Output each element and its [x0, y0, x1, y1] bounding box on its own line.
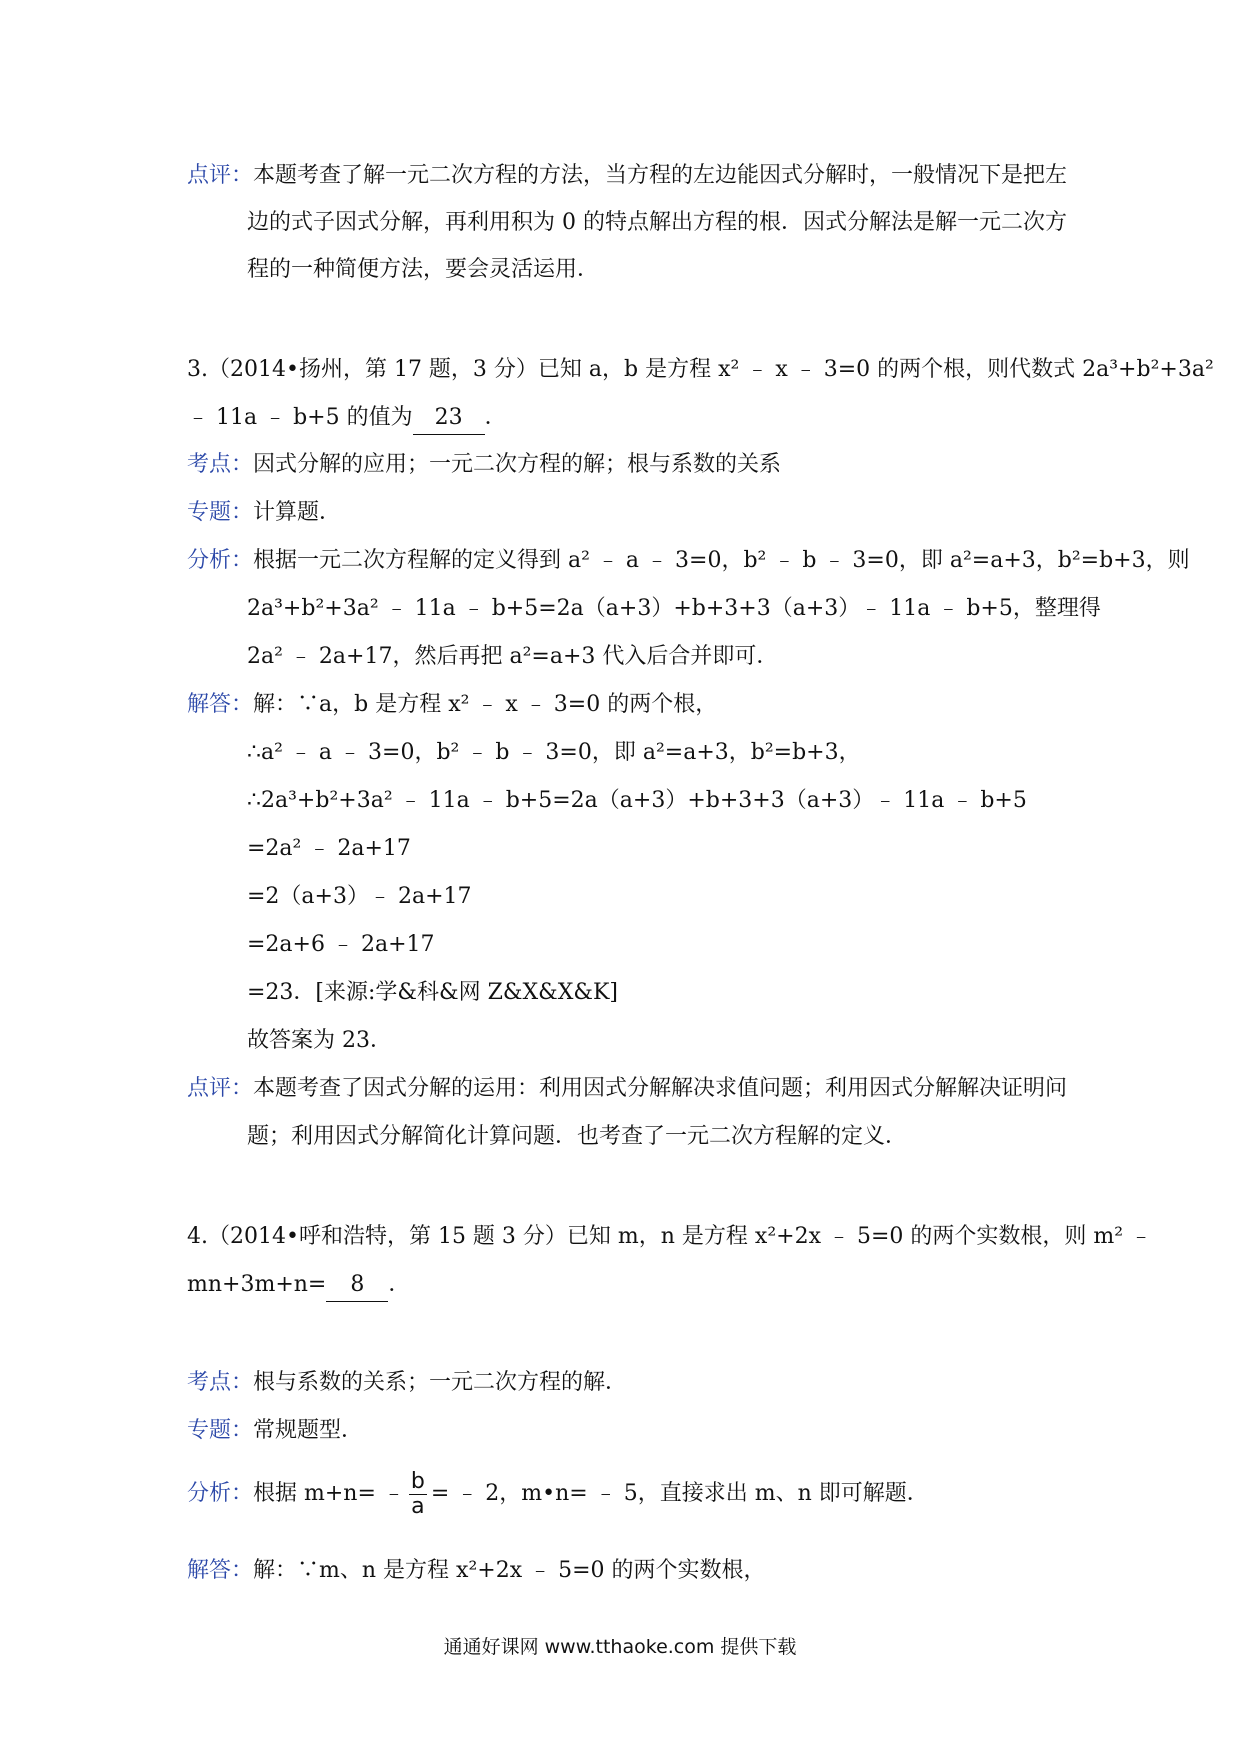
q3-jieda-line5: =2（a+3）﹣ 2a+17 [247, 884, 472, 909]
q4-answer-blank: 8 [326, 1270, 388, 1302]
q3-jieda-line7: =23．[来源:学&科&网 Z&X&X&K] [247, 980, 618, 1005]
q4-fenxi-label: 分析： [187, 1481, 254, 1506]
q4-stem-line2: mn+3m+n= 8 ． [187, 1270, 410, 1302]
q4-jieda-label: 解答： [187, 1558, 254, 1583]
q3-fenxi-line1: 分析：根据一元二次方程解的定义得到 a² ﹣ a ﹣ 3=0，b² ﹣ b ﹣ 3=0，即 a²=a+3，b²=b+3，则 [187, 548, 1190, 573]
q3-kaodian: 考点：因式分解的应用；一元二次方程的解；根与系数的关系 [187, 452, 782, 477]
q4-fraction-numerator: b [410, 1468, 425, 1494]
review1-line3: 程的一种简便方法，要会灵活运用． [247, 257, 600, 282]
q3-fenxi-line2: 2a³+b²+3a² ﹣ 11a ﹣ b+5=2a（a+3）+b+3+3（a+3）﹣ 11a ﹣ b+5，整理得 [247, 596, 1101, 621]
q4-zhuanti-label: 专题： [187, 1418, 254, 1443]
q3-answer-blank: 23 [413, 403, 485, 435]
q3-dianping-label: 点评： [187, 1076, 254, 1101]
page-footer: 通通好课网 www.tthaoke.com 提供下载 [443, 1636, 797, 1658]
q4-zhuanti: 专题：常规题型． [187, 1418, 364, 1443]
q4-fraction-denominator: a [411, 1493, 425, 1519]
q3-stem-line2: ﹣ 11a ﹣ b+5 的值为 23 ． [187, 403, 507, 435]
q3-stem-line1: 3.（2014•扬州，第 17 题，3 分）已知 a，b 是方程 x² ﹣ x ﹣ 3=0 的两个根，则代数式 2a³+b²+3a² [187, 357, 1214, 382]
review1-line1: 点评：本题考查了解一元二次方程的方法，当方程的左边能因式分解时，一般情况下是把左 [187, 163, 1068, 188]
q3-dianping-line2: 题；利用因式分解简化计算问题．也考查了一元二次方程解的定义． [247, 1124, 908, 1149]
q3-jieda-line8: 故答案为 23． [247, 1028, 392, 1053]
review1-line2: 边的式子因式分解，再利用积为 0 的特点解出方程的根．因式分解法是解一元二次方 [247, 210, 1067, 235]
q3-jieda-line1: 解答：解：∵a，b 是方程 x² ﹣ x ﹣ 3=0 的两个根， [187, 692, 718, 717]
q4-fraction [409, 1470, 427, 1519]
q3-fenxi-label: 分析： [187, 548, 254, 573]
q3-zhuanti-label: 专题： [187, 500, 254, 525]
q4-jieda-line1: 解答：解：∵m、n 是方程 x²+2x ﹣ 5=0 的两个实数根， [187, 1558, 766, 1583]
q3-jieda-line6: =2a+6 ﹣ 2a+17 [247, 932, 435, 957]
q3-dianping-line1: 点评：本题考查了因式分解的运用：利用因式分解解决求值问题；利用因式分解解决证明问 [187, 1076, 1068, 1101]
q3-zhuanti: 专题：计算题． [187, 500, 342, 525]
q3-jieda-line4: =2a² ﹣ 2a+17 [247, 836, 411, 861]
q3-jieda-line3: ∴2a³+b²+3a² ﹣ 11a ﹣ b+5=2a（a+3）+b+3+3（a+3）﹣ 11a ﹣ b+5 [247, 788, 1027, 813]
q4-kaodian-label: 考点： [187, 1370, 254, 1395]
q4-fenxi: 分析：根据 m+n= ﹣ $\frac{b}{a}$ = ﹣ 2，m•n= ﹣ 5，直接求出 m、n 即可解题． [187, 1468, 929, 1519]
q4-kaodian: 考点：根与系数的关系；一元二次方程的解． [187, 1370, 628, 1395]
q3-jieda-line2: ∴a² ﹣ a ﹣ 3=0，b² ﹣ b ﹣ 3=0，即 a²=a+3，b²=b+3， [247, 740, 861, 765]
q3-fenxi-line3: 2a² ﹣ 2a+17，然后再把 a²=a+3 代入后合并即可． [247, 644, 779, 669]
review1-label: 点评： [187, 163, 254, 188]
q3-jieda-label: 解答： [187, 692, 254, 717]
q3-kaodian-label: 考点： [187, 452, 254, 477]
q4-stem-line1: 4.（2014•呼和浩特，第 15 题 3 分）已知 m，n 是方程 x²+2x ﹣ 5=0 的两个实数根，则 m² ﹣ [187, 1224, 1153, 1249]
